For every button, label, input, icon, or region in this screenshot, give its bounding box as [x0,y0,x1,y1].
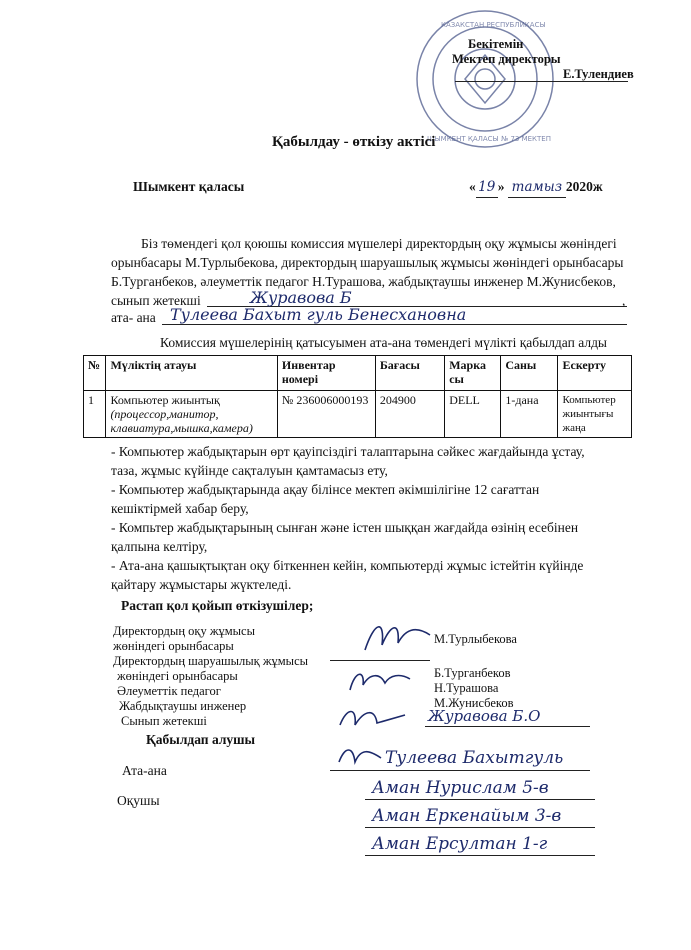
document-title: Қабылдау - өткізу актісі [272,134,436,150]
intro-line-1: Біз төмендегі қол қоюшы комиссия мүшелері директордың оқу жұмысы жөніндегі [141,236,617,251]
signature-2 [345,665,415,695]
comma: , [622,293,626,308]
rule-line-8: қайтару жұмыстары жүктеледі. [111,577,292,592]
director-sign-line [455,81,628,82]
student-signature-2: Аман Еркенайым 3-в [372,806,562,826]
col-qty: Саны [501,356,558,391]
table-header-row [84,356,632,391]
parent-signature-mark [335,742,385,772]
intro-line-2: орынбасары М.Турлыбекова, директордың шаруашылық жұмысы жөніндегі орынбасары [111,255,624,270]
role4: Жабдықтаушы инженер [119,699,247,713]
signature-3 [335,703,415,735]
sign-line-1 [330,660,430,661]
director-title: Мектеп директоры [452,52,561,66]
cell-name-main: Компьютер жиынтық [110,393,220,407]
parent-signature: Тулеева Бахытгуль [385,748,564,768]
signature-1 [360,615,440,660]
role5: Сынып жетекші [121,714,207,728]
parent-label: ата- ана [111,310,156,325]
cell-no: 1 [84,391,106,438]
role1-line2: жөніндегі орынбасары [113,639,234,653]
col-name: Мүліктің атауы [106,356,277,391]
date-line [469,177,603,198]
date-year: 2020ж [565,179,603,194]
svg-text:ШЫМКЕНТ ҚАЛАСЫ № 73 МЕКТЕП: ШЫМКЕНТ ҚАЛАСЫ № 73 МЕКТЕП [427,135,551,143]
class-teacher-label: сынып жетекші [111,293,201,308]
teacher-signature: Журавова Б.О [428,707,541,725]
approve-label: Бекітемін [468,37,524,51]
rule-line-7: - Ата-ана қашықтықтан оқу біткеннен кейін, компьютерді жұмыс істейтін күйінде [111,558,584,573]
signer-name-4: М.Жунисбеков [434,696,514,710]
property-table [83,355,632,438]
student-signature-3: Аман Ерсултан 1-г [372,834,548,854]
commission-line: Комиссия мүшелерінің қатысуымен ата-ана төмендегі мүлікті қабылдап алды [160,335,608,350]
signer-name-2: Б.Турганбеков [434,666,511,680]
svg-text:КАЗАКСТАН РЕСПУБЛИКАСЫ: КАЗАКСТАН РЕСПУБЛИКАСЫ [441,21,546,29]
signer-name-3: Н.Турашова [434,681,499,695]
confirm-heading: Растап қол қойып өткізушілер; [121,598,314,613]
cell-note: Компьютер жиынтығы жаңа [558,391,632,438]
cell-price: 204900 [375,391,444,438]
student-sign-line-1 [365,799,595,800]
school-stamp [405,5,570,155]
col-note: Ескерту [558,356,632,391]
signer-name-1: М.Турлыбекова [434,632,517,646]
rule-line-3: - Компьютер жабдықтарында ақау білінсе мектеп әкімшілігіне 12 сағаттан [111,482,540,497]
receiver-student-label: Оқушы [117,793,160,808]
cell-qty: 1-дана [501,391,558,438]
role2-line1: Директордың шаруашылық жұмысы [113,654,309,668]
cell-name-detail: (процессор,манитор, клавиатура,мышка,камера) [110,407,253,435]
receiver-heading: Қабылдап алушы [146,732,256,747]
cell-name [106,391,277,438]
student-sign-line-2 [365,827,595,828]
col-no: № [84,356,106,391]
parent-sign-line [330,770,590,771]
role3: Әлеуметтік педагог [117,684,221,698]
intro-line-3: Б.Турганбеков, әлеуметтік педагог Н.Турашова, жабдықтаушы инженер М.Жунисбеков, [111,274,616,289]
date-month: тамыз [508,178,566,198]
rule-line-6: қалпына келтіру, [111,539,208,554]
col-brand: Марка сы [445,356,501,391]
signer-names [434,666,514,711]
date-day: 19 [476,178,498,198]
cell-brand: DELL [445,391,501,438]
student-signature-1: Аман Нурислам 5-в [372,778,549,798]
table-row [84,391,632,438]
parent-line [162,324,627,325]
rule-line-1: - Компьютер жабдықтарын өрт қауіпсіздігі талаптарына сәйкес жағдайында ұстау, [111,444,585,459]
teacher-sign-line [425,726,590,727]
parent-value: Тулеева Бахыт гуль Бенесхановна [170,305,467,324]
rule-line-4: кешіктірмей хабар беру, [111,501,249,516]
class-teacher-value: Журавова Б [250,288,352,307]
place-label: Шымкент қаласы [133,179,245,194]
col-inv: Инвентар номері [277,356,375,391]
rule-line-2: таза, жұмыс күйінде сақталуын қамтамасыз ету, [111,463,388,478]
col-price: Бағасы [375,356,444,391]
student-sign-line-3 [365,855,595,856]
date-quote-open: « [469,179,476,194]
receiver-parent-label: Ата-ана [122,763,167,778]
date-quote-close: » [497,179,505,194]
rule-line-5: - Компьтер жабдықтарының сынған және істен шыққан жағдайда өзінің есебінен [111,520,579,535]
signer-roles [113,624,308,729]
cell-inv: № 236006000193 [277,391,375,438]
role1-line1: Директордың оқу жұмысы [113,624,255,638]
role2-line2: жөніндегі орынбасары [117,669,238,683]
director-name: Е.Тулендиев [563,67,634,81]
